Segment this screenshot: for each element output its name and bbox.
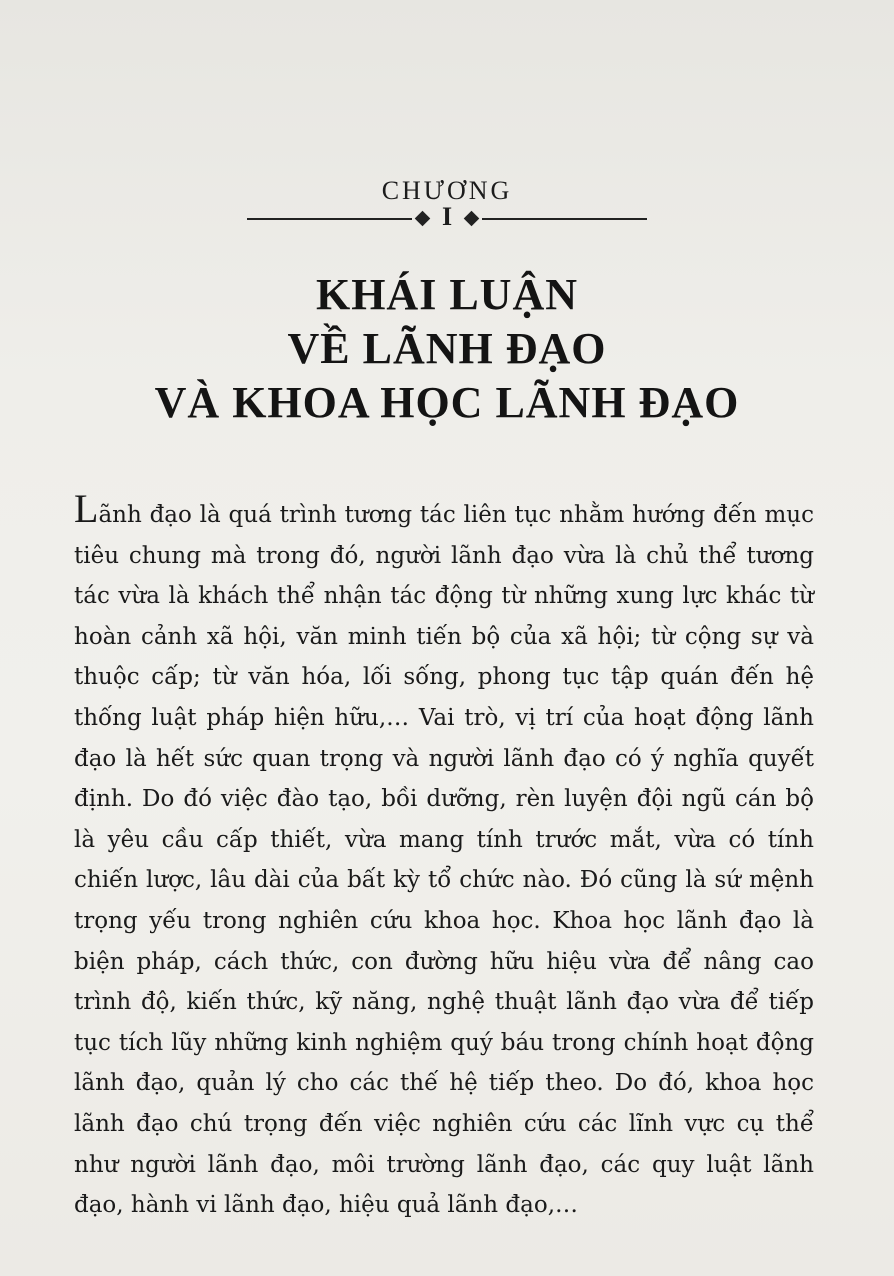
ornament-rule-right: [482, 218, 647, 220]
paragraph: [74, 486, 814, 1226]
drop-cap: L: [74, 486, 99, 531]
chapter-heading: [0, 176, 894, 232]
chapter-ornament: [247, 202, 647, 232]
chapter-title-line: KHÁI LUẬN: [315, 270, 579, 319]
chapter-title-line: VỀ LÃNH ĐẠO: [287, 324, 607, 373]
chapter-label: CHƯƠNG: [381, 176, 513, 205]
chapter-number: I: [441, 202, 453, 231]
chapter-title: [0, 268, 894, 430]
paragraph-text: ãnh đạo là quá trình tương tác liên tục nhằm hướng đến mục tiêu chung mà trong đó, người lãnh đạo vừa là chủ thể tương tác vừa là khách thể nhận tác động từ những xung lực khác từ hoàn cảnh xã hội, văn minh tiến bộ của xã hội; từ cộng sự và thuộc cấp; từ văn hóa, lối sống, phong tục tập quán đến hệ thống luật pháp hiện hữu,… Vai trò, vị trí của hoạt động lãnh đạo là hết sức quan trọng và người lãnh đạo có ý nghĩa quyết định. Do đó việc đào tạo, bồi dưỡng, rèn luyện đội ngũ cán bộ là yêu cầu cấp thiết, vừa mang tính trước mắt, vừa có tính chiến lược, lâu dài của bất kỳ tổ chức nào. Đó cũng là sứ mệnh trọng yếu trong nghiên cứu khoa học. Khoa học lãnh đạo là biện pháp, cách thức, con đường hữu hiệu vừa để nâng cao trình độ, kiến thức, kỹ năng, nghệ thuật lãnh đạo vừa để tiếp tục tích lũy những kinh nghiệm quý báu trong chính hoạt động lãnh đạo, quản lý cho các thế hệ tiếp theo. Do đó, khoa học lãnh đạo chú trọng đến việc nghiên cứu các lĩnh vực cụ thể như người lãnh đạo, môi trường lãnh đạo, các quy luật lãnh đạo, hành vi lãnh đạo, hiệu quả lãnh đạo,…: [74, 502, 814, 1219]
chapter-title-line: VÀ KHOA HỌC LÃNH ĐẠO: [154, 378, 740, 427]
body-paragraph: [74, 486, 814, 1226]
